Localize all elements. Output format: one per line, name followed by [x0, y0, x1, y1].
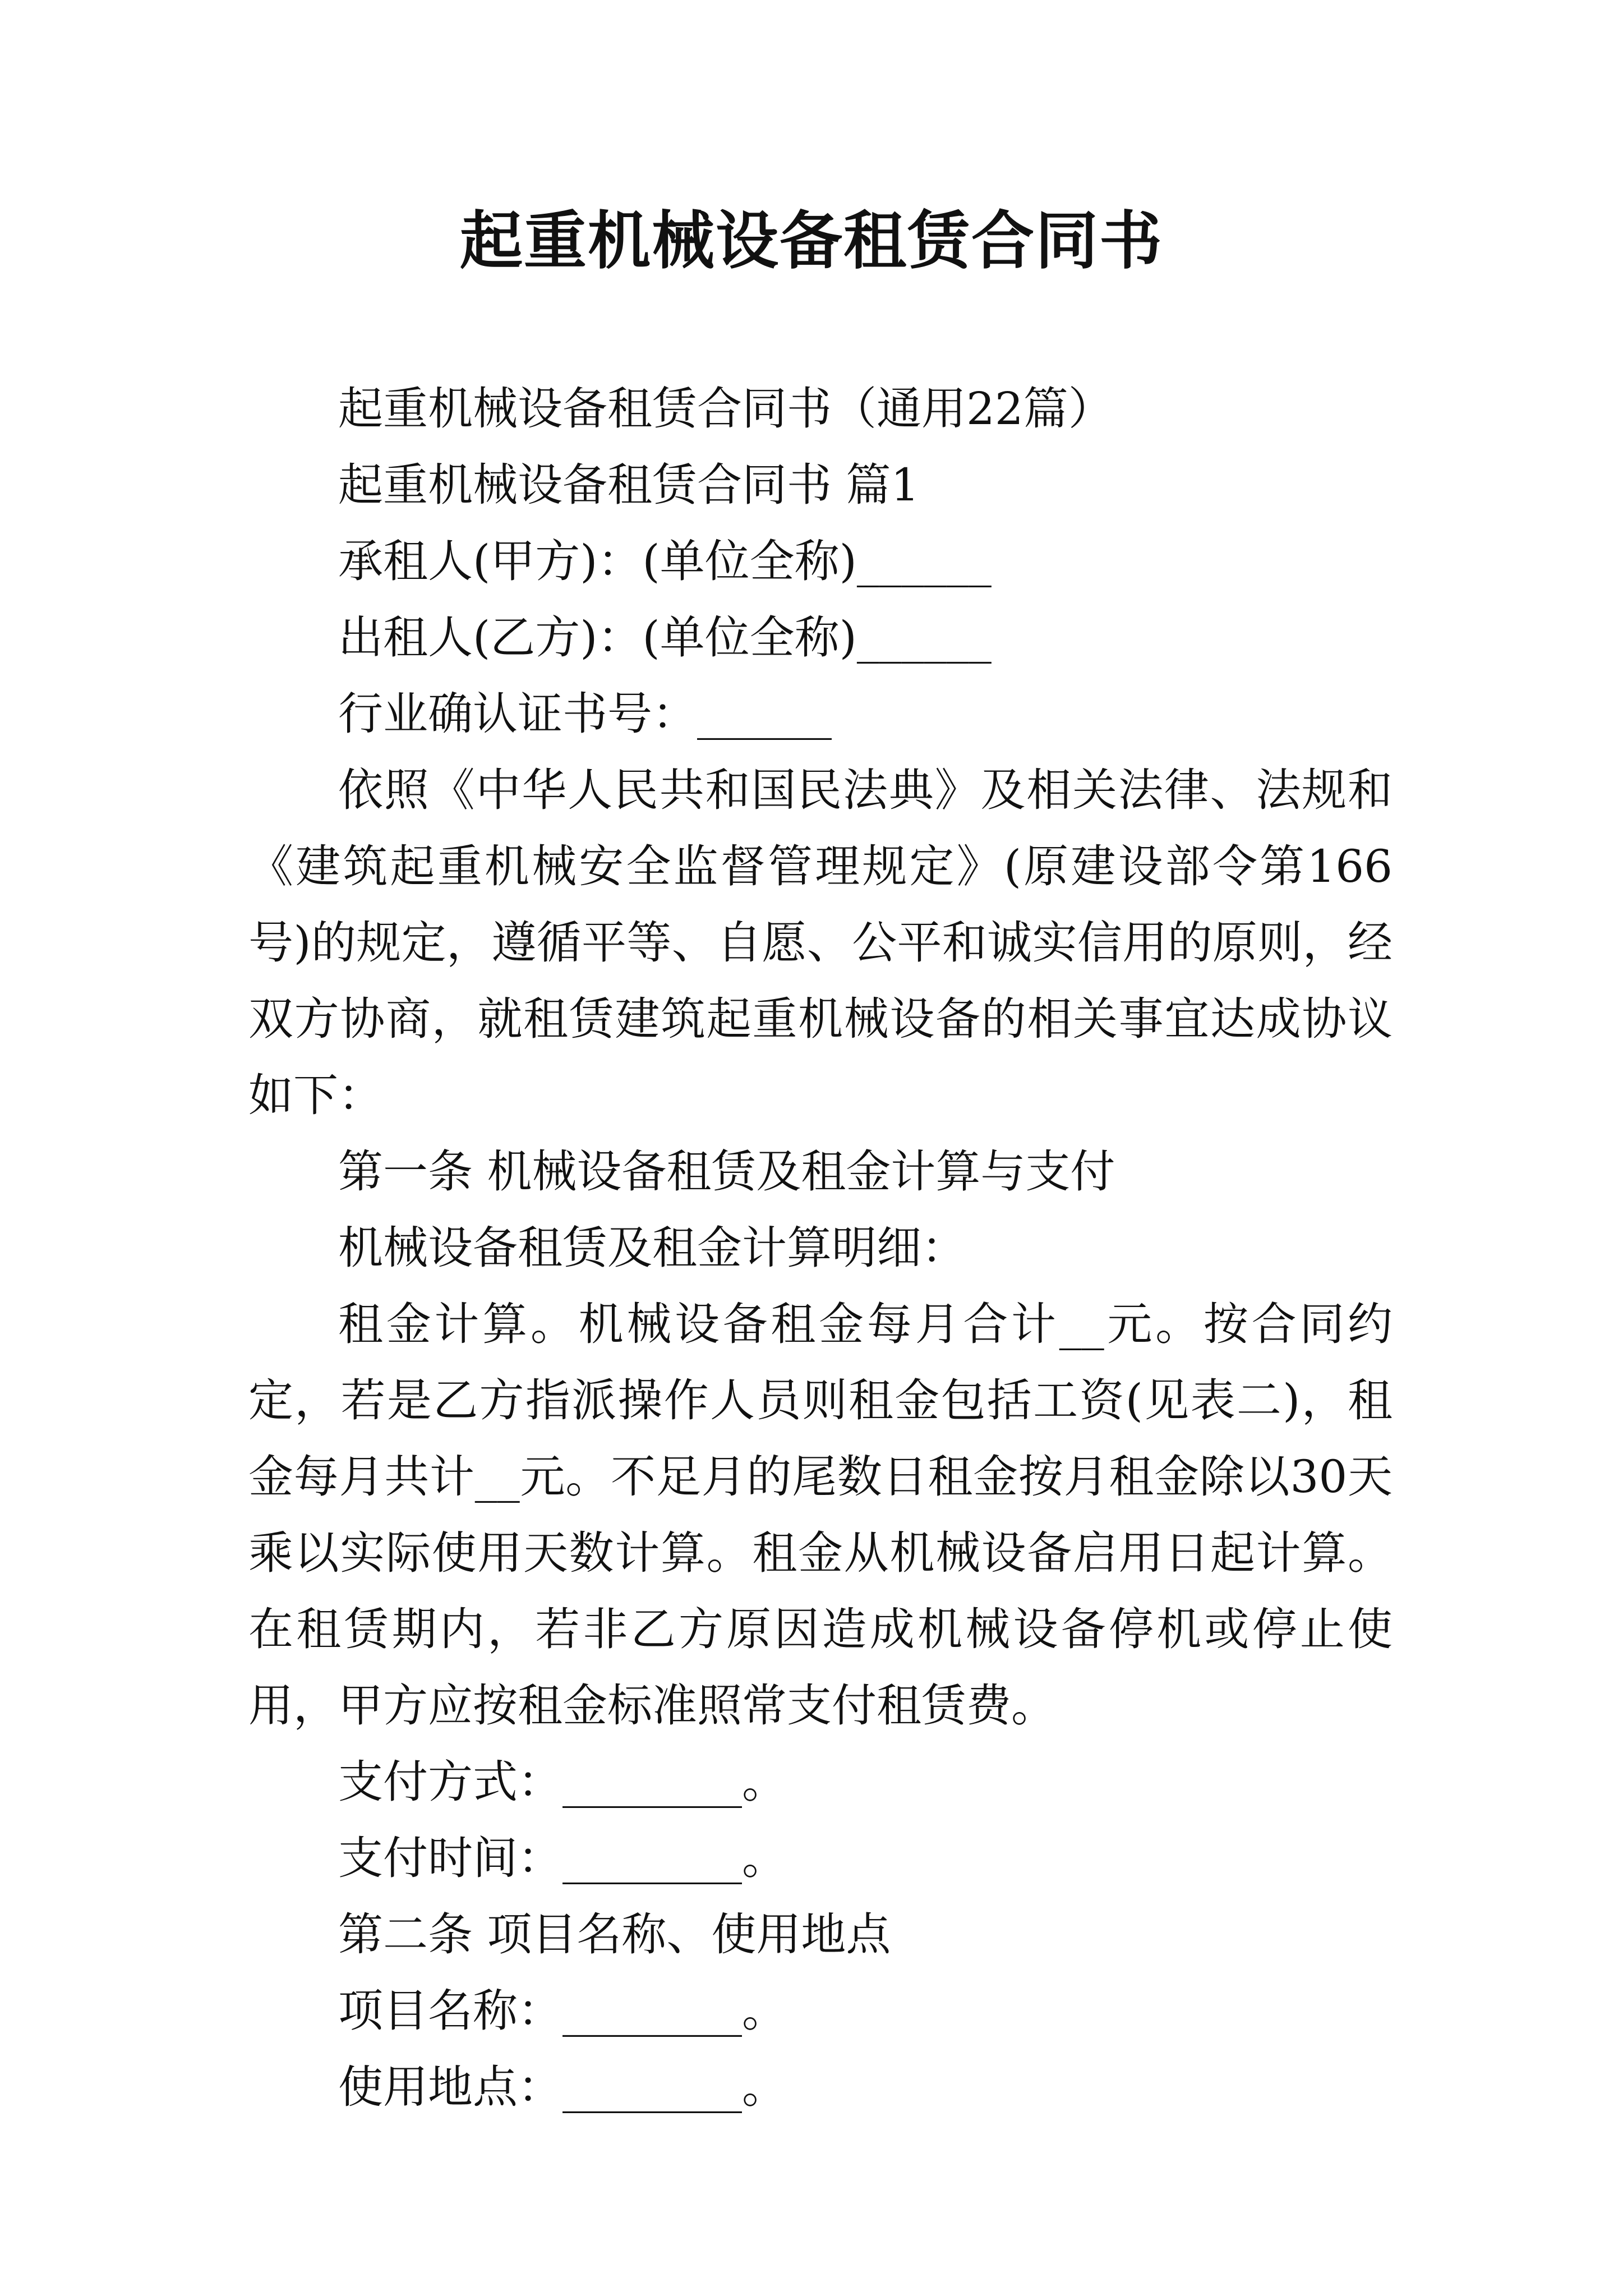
document-title: 起重机械设备租赁合同书 — [460, 204, 1163, 278]
rental-detail-line: 机械设备租赁及租金计算明细： — [338, 1222, 966, 1274]
certificate-line: 行业确认证书号：______ — [338, 688, 832, 740]
document-body — [248, 371, 1393, 2125]
payment-time-line: 支付时间：________。 — [338, 1832, 787, 1884]
lessee-line: 承租人(甲方)：(单位全称)______ — [338, 535, 992, 587]
lessor-line: 出租人(乙方)：(单位全称)______ — [338, 611, 992, 664]
section-heading: 起重机械设备租赁合同书 篇1 — [338, 459, 920, 511]
usage-location-line: 使用地点：________。 — [338, 2061, 787, 2113]
rent-calculation-paragraph: 租金计算。机械设备租金每月合计__元。按合同约定，若是乙方指派操作人员则租金包括工资(见表二)，租金每月共计__元。不足月的尾数日租金按月租金除以30天乘以实际使用天数计算。租金从机械设备启用日起计算。在租赁期内，若非乙方原因造成机械设备停机或停止使用，甲方应按租金标准照常支付租赁费。 — [248, 1298, 1393, 1732]
subtitle-paragraph: 起重机械设备租赁合同书（通用22篇） — [338, 383, 1113, 435]
payment-method-line: 支付方式：________。 — [338, 1756, 787, 1808]
project-name-line: 项目名称：________。 — [338, 1985, 787, 2037]
article-two-heading: 第二条 项目名称、使用地点 — [338, 1908, 891, 1961]
preamble-paragraph: 依照《中华人民共和国民法典》及相关法律、法规和《建筑起重机械安全监督管理规定》(原建设部令第166号)的规定，遵循平等、自愿、公平和诚实信用的原则，经双方协商，就租赁建筑起重机械设备的相关事宜达成协议如下： — [248, 764, 1393, 1121]
article-one-heading: 第一条 机械设备租赁及租金计算与支付 — [338, 1145, 1115, 1198]
